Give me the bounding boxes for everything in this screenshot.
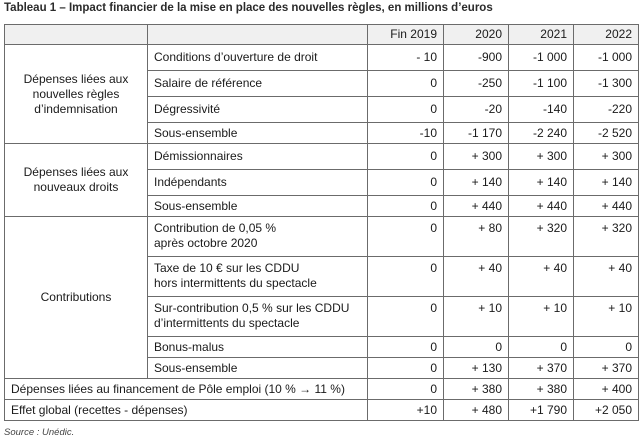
cell-value: 0 bbox=[368, 217, 444, 257]
cell-value: -1 000 bbox=[574, 45, 639, 71]
row-label-line-1: Taxe de 10 € sur les CDDU bbox=[154, 261, 300, 275]
row-label bbox=[148, 297, 368, 337]
cell-value: -220 bbox=[574, 97, 639, 123]
cell-value: +2 050 bbox=[574, 400, 639, 421]
row-label-line-2: après octobre 2020 bbox=[154, 236, 258, 250]
table-caption: Tableau 1 – Impact financier de la mise en place des nouvelles règles, en millions d’euros bbox=[4, 2, 493, 14]
cell-value: 0 bbox=[368, 257, 444, 297]
cell-value: -20 bbox=[444, 97, 509, 123]
table-row bbox=[5, 400, 639, 421]
cell-value: 0 bbox=[444, 337, 509, 358]
cell-value: + 440 bbox=[509, 196, 574, 217]
cell-value: -1 300 bbox=[574, 71, 639, 97]
cell-value: 0 bbox=[368, 196, 444, 217]
row-label: Indépendants bbox=[148, 170, 368, 196]
cell-value: + 80 bbox=[444, 217, 509, 257]
cell-value: + 440 bbox=[444, 196, 509, 217]
cell-value: 0 bbox=[368, 71, 444, 97]
cell-value: + 10 bbox=[509, 297, 574, 337]
table-row bbox=[5, 45, 639, 71]
cell-value: + 400 bbox=[574, 379, 639, 400]
cell-value: +10 bbox=[368, 400, 444, 421]
row-label-effet-global: Effet global (recettes - dépenses) bbox=[5, 400, 368, 421]
row-label: Dégressivité bbox=[148, 97, 368, 123]
cell-value: -900 bbox=[444, 45, 509, 71]
group-label-contributions: Contributions bbox=[5, 217, 148, 379]
cell-value: 0 bbox=[574, 337, 639, 358]
header-fin-2019: Fin 2019 bbox=[368, 25, 444, 45]
cell-value: + 320 bbox=[509, 217, 574, 257]
cell-value: + 130 bbox=[444, 358, 509, 379]
header-2020: 2020 bbox=[444, 25, 509, 45]
row-label bbox=[148, 217, 368, 257]
cell-value: + 320 bbox=[574, 217, 639, 257]
row-label: Sous-ensemble bbox=[148, 358, 368, 379]
cell-value: -1 100 bbox=[509, 71, 574, 97]
row-label-financement: Dépenses liées au financement de Pôle emploi (10 % → 11 %) bbox=[5, 379, 368, 400]
cell-value: -1 170 bbox=[444, 123, 509, 144]
cell-value: -140 bbox=[509, 97, 574, 123]
cell-value: + 140 bbox=[574, 170, 639, 196]
cell-value: + 300 bbox=[444, 144, 509, 170]
cell-value: +1 790 bbox=[509, 400, 574, 421]
row-label bbox=[148, 257, 368, 297]
table-row bbox=[5, 144, 639, 170]
header-2022: 2022 bbox=[574, 25, 639, 45]
cell-value: 0 bbox=[368, 97, 444, 123]
cell-value: + 40 bbox=[574, 257, 639, 297]
header-empty-1 bbox=[5, 25, 148, 45]
cell-value: -2 240 bbox=[509, 123, 574, 144]
row-label-line-1: Contribution de 0,05 % bbox=[154, 221, 277, 235]
cell-value: + 140 bbox=[509, 170, 574, 196]
cell-value: + 40 bbox=[509, 257, 574, 297]
row-label: Démissionnaires bbox=[148, 144, 368, 170]
cell-value: + 40 bbox=[444, 257, 509, 297]
group-label-indemnisation: Dépenses liées aux nouvelles règles d’indemnisation bbox=[5, 45, 148, 144]
cell-value: 0 bbox=[368, 144, 444, 170]
row-label: Bonus-malus bbox=[148, 337, 368, 358]
cell-value: 0 bbox=[368, 170, 444, 196]
cell-value: -2 520 bbox=[574, 123, 639, 144]
cell-value: 0 bbox=[368, 379, 444, 400]
cell-value: + 440 bbox=[574, 196, 639, 217]
cell-value: + 10 bbox=[444, 297, 509, 337]
cell-value: 0 bbox=[368, 337, 444, 358]
row-label: Conditions d’ouverture de droit bbox=[148, 45, 368, 71]
cell-value: 0 bbox=[368, 358, 444, 379]
cell-value: - 10 bbox=[368, 45, 444, 71]
cell-value: + 370 bbox=[509, 358, 574, 379]
cell-value: 0 bbox=[368, 297, 444, 337]
cell-value: + 140 bbox=[444, 170, 509, 196]
table-header-row bbox=[5, 25, 639, 45]
row-label: Salaire de référence bbox=[148, 71, 368, 97]
cell-value: -250 bbox=[444, 71, 509, 97]
row-label-line-2: hors intermittents du spectacle bbox=[154, 276, 317, 290]
cell-value: + 300 bbox=[509, 144, 574, 170]
row-label: Sous-ensemble bbox=[148, 123, 368, 144]
cell-value: -1 000 bbox=[509, 45, 574, 71]
table-row bbox=[5, 217, 639, 257]
cell-value: + 370 bbox=[574, 358, 639, 379]
row-label: Sous-ensemble bbox=[148, 196, 368, 217]
table-row bbox=[5, 379, 639, 400]
cell-value: + 300 bbox=[574, 144, 639, 170]
source-note: Source : Unédic. bbox=[4, 427, 75, 438]
financial-impact-table bbox=[4, 24, 639, 421]
row-label-line-2: d’intermittents du spectacle bbox=[154, 316, 300, 330]
cell-value: + 380 bbox=[509, 379, 574, 400]
cell-value: + 380 bbox=[444, 379, 509, 400]
cell-value: + 480 bbox=[444, 400, 509, 421]
cell-value: 0 bbox=[509, 337, 574, 358]
header-empty-2 bbox=[148, 25, 368, 45]
row-label-line-1: Sur-contribution 0,5 % sur les CDDU bbox=[154, 301, 350, 315]
group-label-nouveaux-droits: Dépenses liées aux nouveaux droits bbox=[5, 144, 148, 217]
cell-value: -10 bbox=[368, 123, 444, 144]
header-2021: 2021 bbox=[509, 25, 574, 45]
cell-value: + 10 bbox=[574, 297, 639, 337]
